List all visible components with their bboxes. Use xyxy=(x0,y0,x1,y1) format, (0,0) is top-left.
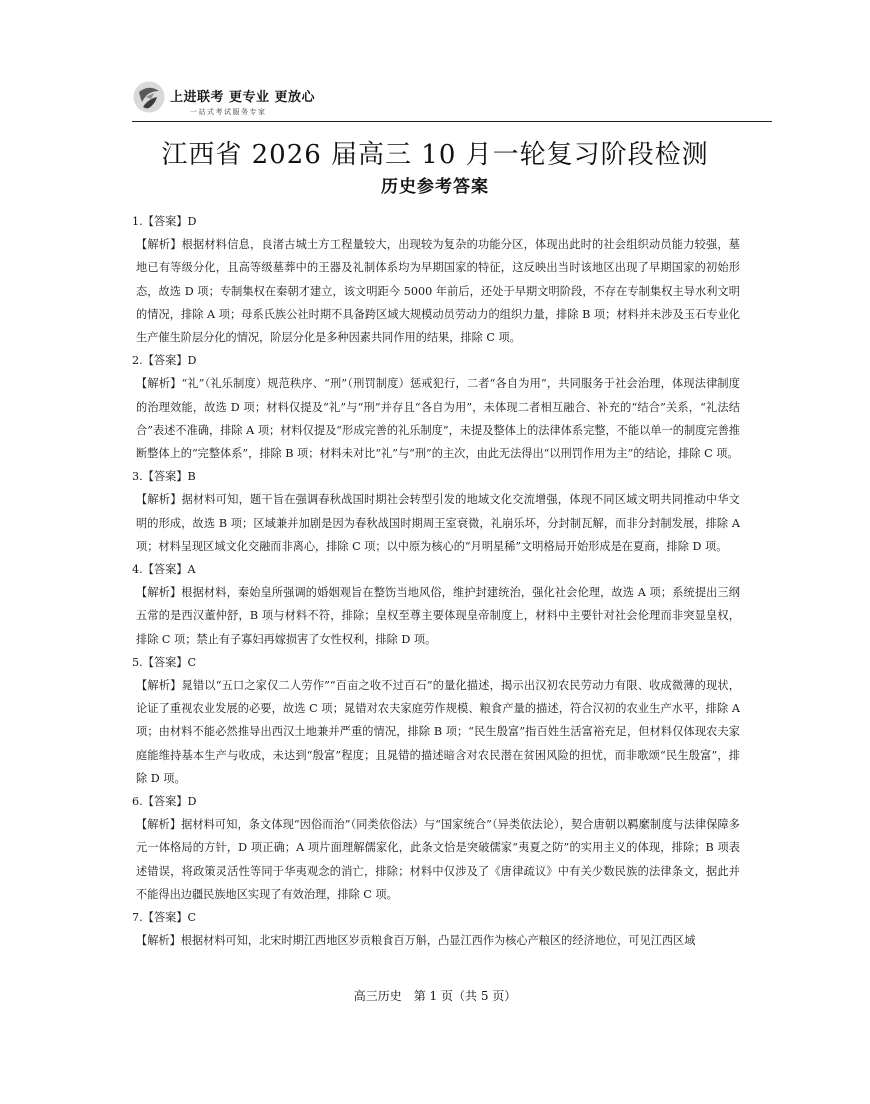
explanation-text: 【解析】根据材料信息，良渚古城土方工程量较大，出现较为复杂的功能分区，体现出此时的社会组织动员能力较强，墓地已有等级分化，且高等级墓葬中的王器及礼制体系均为早期国家的特征，这反映出当时该地区出现了早期国家的初始形态，故选 D 项；专制集权在秦朝才建立，该文明距今 5000 年前后，还处于早期文明阶段，不存在专制集权主导水利文明的情况，排除 A 项；母系氏族公社时期不具备跨区域大规模动员劳动力的组织力量，排除 B 项；材料并未涉及玉石专业化生产催生阶层分化的情况，阶层分化是多种因素共同作用的结果，排除 C 项。 xyxy=(136,238,740,345)
brand-logo-icon xyxy=(132,80,166,114)
page-title: 江西省 2026 届高三 10 月一轮复习阶段检测 xyxy=(161,140,709,170)
question-number: 6. xyxy=(132,795,143,809)
question-answer-line xyxy=(132,349,740,372)
question-item-2 xyxy=(132,349,740,465)
question-number: 7. xyxy=(132,911,143,925)
answer-text: 【答案】D xyxy=(142,795,197,809)
page-header xyxy=(132,80,772,124)
explanation-text: 【解析】晁错以“五口之家仅二人劳作”“百亩之收不过百石”的量化描述，揭示出汉初农民劳动力有限、收成微薄的现状，论证了重视农业发展的必要，故选 C 项；晁错对农夫家庭劳作规模、粮食产量的描述，符合汉初的农业生产水平，排除 A 项；由材料不能必然推导出西汉土地兼并严重的情况，排除 B 项；“民生殷富”指百姓生活富裕充足，但材料仅体现农夫家庭能维持基本生产与收成，未达到“殷富”程度；且晁错的描述暗含对农民潜在贫困风险的担忧，而非歌颂“民生殷富”，排除 D 项。 xyxy=(136,679,740,785)
question-number: 5. xyxy=(132,655,143,669)
question-item-5 xyxy=(132,651,740,790)
explanation-text: 【解析】根据材料，秦始皇所强调的婚姻观旨在整饬当地风俗，维护封建统治，强化社会伦理，故选 A 项；系统提出三纲五常的是西汉董仲舒，B 项与材料不符，排除；皇权至尊主要体现皇帝制度上，材料中主要针对社会伦理而非突显皇权，排除 C 项；禁止有子寡妇再嫁损害了女性权利，排除 D 项。 xyxy=(136,586,740,646)
question-item-4 xyxy=(132,558,740,651)
question-item-3 xyxy=(132,465,740,558)
question-answer-line xyxy=(132,210,740,233)
question-item-7 xyxy=(132,906,740,952)
answer-text: 【答案】D xyxy=(142,215,197,228)
answer-text: 【答案】C xyxy=(142,655,196,669)
brand-slogan: 上进联考 更专业 更放心 xyxy=(170,90,316,105)
explanation-text: 【解析】“礼”（礼乐制度）规范秩序、“刑”（刑罚制度）惩戒犯行，二者“各自为用”，共同服务于社会治理，体现法律制度的治理效能，故选 D 项；材料仅提及“礼”与“刑”并存且“各自为用”，未体现二者相互融合、补充的“结合”关系，“礼法结合”表述不准确，排除 A 项；材料仅提及“形成完善的礼乐制度”，未提及整体上的法律体系完整，不能以单一的制度完善推断整体上的“完整体系”，排除 B 项；材料未对比“礼”与“刑”的主次，由此无法得出“以刑罚作用为主”的结论，排除 C 项。 xyxy=(136,377,740,461)
answer-text: 【答案】B xyxy=(142,470,196,484)
question-number: 3. xyxy=(132,470,143,484)
page-footer: 高三历史 第 1 页（共 5 页） xyxy=(353,989,517,1003)
explanation-text: 【解析】据材料可知，条文体现“因俗而治”（同类依俗法）与“国家统合”（异类依法论），契合唐朝以羁縻制度与法律保障多元一体格局的方针，D 项正确；A 项片面理解儒家化，此条文恰是突破儒家“夷夏之防”的实用主义的体现，排除；B 项表述错误，将政策灵活性等同于华夷观念的消亡，排除；材料中仅涉及了《唐律疏议》中有关少数民族的法律条文，据此并不能得出边疆民族地区实现了有效治理，排除 C 项。 xyxy=(136,818,740,901)
answer-text: 【答案】A xyxy=(142,563,196,577)
brand-tagline: 一站式考试服务专家 xyxy=(190,108,267,116)
header-divider xyxy=(132,121,772,122)
question-answer-line xyxy=(132,465,740,488)
question-answer-line xyxy=(132,651,740,674)
question-number: 1. xyxy=(132,215,143,228)
question-item-1 xyxy=(132,210,740,349)
question-number: 4. xyxy=(132,563,143,577)
explanation-text: 【解析】据材料可知，题干旨在强调春秋战国时期社会转型引发的地域文化交流增强，体现不同区域文明共同推动中华文明的形成，故选 B 项；区域兼并加剧是因为春秋战国时期周王室衰微，礼崩乐坏，分封制瓦解，而非分封制发展，排除 A 项；材料呈现区域文化交融而非离心，排除 C 项；以中原为核心的“月明星稀”文明格局开始形成是在夏商，排除 D 项。 xyxy=(136,493,740,553)
answer-text: 【答案】C xyxy=(142,911,196,925)
explanation-text: 【解析】根据材料可知，北宋时期江西地区岁贡粮食百万斛，凸显江西作为核心产粮区的经济地位，可见江西区域 xyxy=(136,934,696,948)
question-item-6 xyxy=(132,790,740,906)
question-number: 2. xyxy=(132,354,143,368)
page-subtitle: 历史参考答案 xyxy=(381,177,489,197)
question-answer-line xyxy=(132,790,740,813)
answer-text: 【答案】D xyxy=(142,354,197,368)
question-answer-line xyxy=(132,558,740,581)
question-answer-line xyxy=(132,906,740,929)
answer-list xyxy=(132,210,740,953)
